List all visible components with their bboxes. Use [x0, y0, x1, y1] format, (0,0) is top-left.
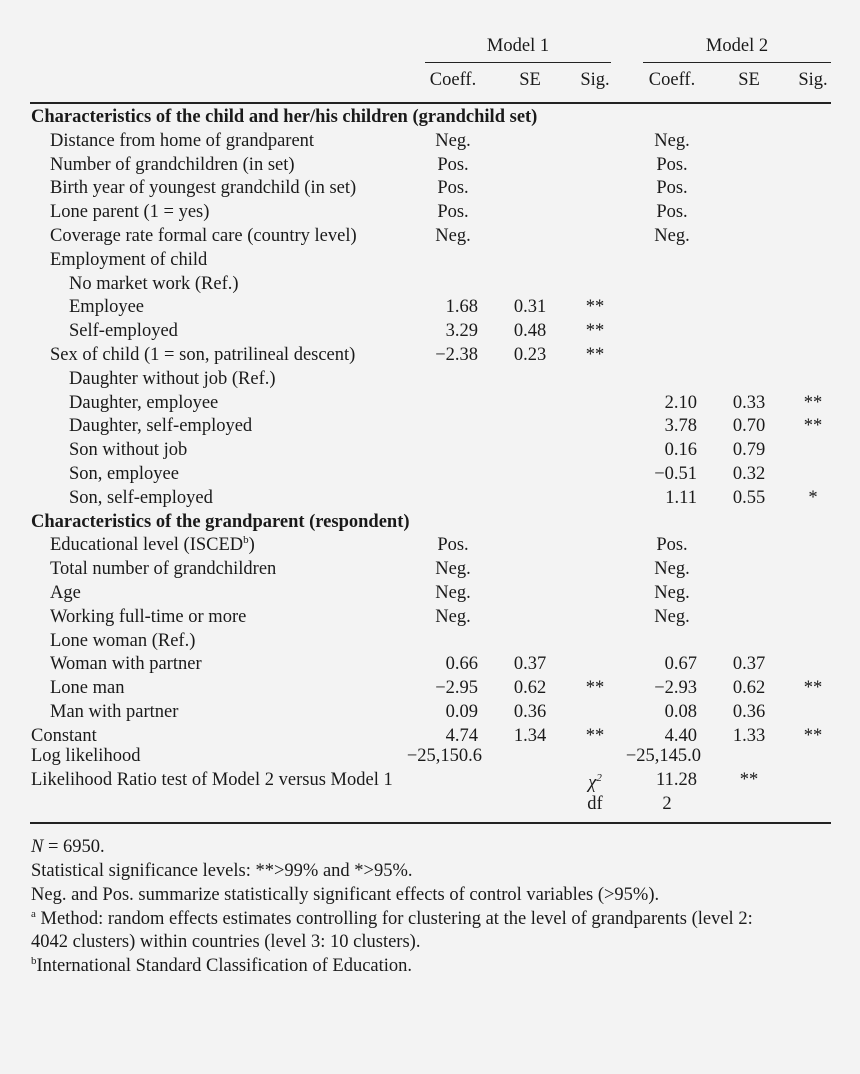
- m1-coeff-cell: Neg.: [435, 130, 471, 151]
- m1-coeff-cell: Pos.: [437, 535, 469, 556]
- m2-coeff-cell: 2.10: [664, 392, 697, 413]
- row-label: [50, 177, 356, 201]
- m2-coeff-cell: 1.11: [665, 487, 697, 508]
- log-likelihood-m1: −25,150.6: [406, 746, 482, 766]
- m1-sig-cell: **: [585, 345, 605, 365]
- table-row: [0, 225, 860, 249]
- model2-underline: [643, 62, 831, 63]
- row-label: [50, 677, 125, 701]
- m1-sig-cell: **: [585, 321, 605, 342]
- table-row: [0, 701, 860, 725]
- row-label: [69, 392, 218, 416]
- model2-header: Model 2: [705, 36, 769, 56]
- table-row: [0, 130, 860, 154]
- m2-se-cell: 0.33: [732, 392, 766, 413]
- table-row: [0, 177, 860, 201]
- row-label: [50, 534, 255, 558]
- row-label-text: Son, self-employed: [69, 487, 213, 508]
- table-row: [0, 344, 860, 368]
- model1-header: Model 1: [486, 36, 550, 56]
- m1-coeff-cell: Neg.: [435, 559, 471, 580]
- m1-coeff-cell: 0.09: [445, 702, 478, 722]
- row-label: [50, 582, 81, 606]
- chi2-letter: χ: [588, 773, 597, 793]
- table-row: [0, 463, 860, 487]
- row-label-text: Employee: [69, 297, 145, 318]
- m1-coeff-cell: 0.66: [445, 654, 478, 675]
- m2-coeff-cell: Neg.: [654, 559, 690, 580]
- row-label: [50, 558, 276, 582]
- row-label: [50, 344, 355, 368]
- row-label: [50, 606, 246, 630]
- note-b-mark: b: [31, 955, 37, 967]
- row-label: [69, 415, 252, 439]
- note-b-text: International Standard Classification of Education.: [36, 956, 413, 976]
- note-a-line1: [31, 908, 753, 932]
- m2-coeff-cell: 0.67: [664, 654, 697, 675]
- row-label-text: Distance from home of grandparent: [50, 130, 315, 151]
- row-label-text: Educational level (ISCED: [50, 535, 244, 556]
- header-rule: [30, 102, 831, 104]
- col-header-m2-se: SE: [738, 70, 760, 90]
- m1-sig-cell: **: [585, 725, 605, 746]
- row-label: [31, 106, 537, 130]
- m1-coeff-cell: Pos.: [437, 202, 469, 223]
- m1-se-cell: 0.48: [513, 321, 547, 342]
- m1-se-cell: 0.23: [513, 345, 547, 365]
- row-label-text: Age: [50, 583, 81, 603]
- row-label: [31, 511, 410, 535]
- row-label-text: Working full-time or more: [50, 606, 247, 627]
- m2-sig-cell: **: [803, 392, 823, 413]
- row-label-text: Lone parent (1 = yes): [50, 202, 210, 223]
- m2-sig-cell: *: [808, 487, 818, 508]
- row-label: [69, 368, 276, 392]
- row-label: [50, 225, 357, 249]
- row-label-text: Son without job: [69, 440, 188, 461]
- m2-coeff-cell: 0.08: [664, 702, 697, 722]
- m1-coeff-cell: −2.95: [435, 678, 478, 699]
- m2-se-cell: 0.36: [732, 702, 766, 722]
- m2-se-cell: 0.79: [732, 440, 766, 461]
- table-row: [0, 273, 860, 297]
- section-header-row: [0, 106, 860, 130]
- row-label: [50, 653, 202, 677]
- m1-coeff-cell: 4.74: [445, 725, 478, 746]
- table-row: [0, 415, 860, 439]
- table-row: [0, 296, 860, 320]
- m2-coeff-cell: Neg.: [654, 606, 690, 627]
- chi2-value: 11.28: [656, 770, 697, 790]
- table-row: [0, 582, 860, 606]
- row-label: [50, 630, 195, 654]
- m2-se-cell: 1.33: [732, 725, 766, 746]
- table-row: [0, 392, 860, 416]
- row-label-text: Characteristics of the grandparent (respondent): [31, 511, 410, 532]
- table-row: [0, 558, 860, 582]
- row-label-text: Employment of child: [50, 249, 208, 270]
- m2-sig-cell: **: [803, 678, 823, 699]
- m1-se-cell: 0.36: [513, 702, 547, 722]
- row-label-text: Daughter, employee: [69, 392, 219, 413]
- m2-coeff-cell: Neg.: [654, 130, 690, 151]
- m2-coeff-cell: Pos.: [656, 178, 688, 199]
- row-label-text: Son, employee: [69, 464, 179, 484]
- table-row: [0, 677, 860, 701]
- col-header-m1-sig: Sig.: [580, 70, 610, 90]
- m2-se-cell: 0.55: [732, 487, 766, 508]
- m1-se-cell: 0.31: [513, 297, 547, 318]
- row-label-text: Daughter without job (Ref.): [69, 368, 276, 389]
- m2-coeff-cell: Pos.: [656, 202, 688, 223]
- table-row: [0, 368, 860, 392]
- log-likelihood-m2: −25,145.0: [625, 746, 701, 766]
- row-label: [69, 439, 187, 463]
- col-header-m1-se: SE: [519, 70, 541, 90]
- log-likelihood-label: Log likelihood: [31, 746, 141, 766]
- m2-se-cell: 0.32: [732, 464, 766, 484]
- footer-rule: [30, 822, 831, 824]
- m1-se-cell: 0.62: [513, 678, 547, 699]
- m1-coeff-cell: 3.29: [445, 321, 478, 342]
- table-row: [0, 534, 860, 558]
- section-header-row: [0, 511, 860, 535]
- note-a-mark: a: [31, 908, 36, 920]
- m1-coeff-cell: Neg.: [435, 226, 471, 246]
- m2-coeff-cell: Neg.: [654, 583, 690, 603]
- table-row: [0, 249, 860, 273]
- table-row: [0, 653, 860, 677]
- m2-coeff-cell: Pos.: [656, 154, 688, 175]
- m2-coeff-cell: −2.93: [654, 678, 697, 699]
- table-row: [0, 487, 860, 511]
- row-label-text: Total number of grandchildren: [50, 559, 277, 580]
- m2-sig-cell: **: [803, 725, 823, 746]
- row-label-text: Woman with partner: [50, 654, 202, 675]
- table-row: [0, 320, 860, 344]
- row-label-text: Coverage rate formal care (country level): [50, 226, 357, 246]
- m2-coeff-cell: 4.40: [664, 725, 697, 746]
- row-label: [50, 701, 178, 725]
- row-label: [50, 249, 207, 273]
- note-n-value: = 6950.: [43, 837, 105, 857]
- col-header-m1-coeff: Coeff.: [429, 70, 477, 90]
- row-label-text: Self-employed: [69, 321, 178, 342]
- m2-coeff-cell: −0.51: [654, 464, 697, 484]
- note-a-line2: 4042 clusters) within countries (level 3: 10 clusters).: [31, 932, 421, 952]
- row-label-text: Number of grandchildren (in set): [50, 154, 295, 175]
- m2-sig-cell: **: [803, 416, 823, 437]
- m1-coeff-cell: −2.38: [435, 345, 478, 365]
- note-b: [31, 955, 412, 979]
- row-label: [69, 296, 144, 320]
- m1-se-cell: 1.34: [513, 725, 547, 746]
- m2-coeff-cell: 3.78: [664, 416, 697, 437]
- note-n: [31, 836, 105, 860]
- chi2-symbol: [575, 772, 615, 794]
- row-label: [50, 201, 209, 225]
- row-label-text: Lone man: [50, 678, 125, 699]
- row-label-text: Birth year of youngest grandchild (in set): [50, 178, 357, 199]
- note-n-symbol: N: [31, 837, 44, 857]
- m2-se-cell: 0.62: [732, 678, 766, 699]
- row-label: [69, 463, 179, 487]
- chi2-sig: **: [739, 770, 759, 790]
- lr-test-label: Likelihood Ratio test of Model 2 versus Model 1: [31, 770, 393, 790]
- m2-coeff-cell: Neg.: [654, 226, 690, 246]
- df-label: df: [587, 794, 603, 814]
- row-label: [50, 154, 295, 178]
- row-label-text: Man with partner: [50, 702, 179, 722]
- table-row: [0, 154, 860, 178]
- m1-coeff-cell: Pos.: [437, 154, 469, 175]
- note-a-text: Method: random effects estimates controlling for clustering at the level of grandparents (level 2:: [35, 909, 753, 929]
- col-header-m2-sig: Sig.: [798, 70, 828, 90]
- row-label: [50, 130, 314, 154]
- table-row: [0, 606, 860, 630]
- df-value: 2: [662, 794, 672, 814]
- table-row: [0, 201, 860, 225]
- note-neg-pos: Neg. and Pos. summarize statistically significant effects of control variables (>95%).: [31, 885, 660, 905]
- model1-underline: [425, 62, 611, 63]
- row-label: [69, 320, 178, 344]
- m2-coeff-cell: 0.16: [664, 440, 697, 461]
- col-header-m2-coeff: Coeff.: [648, 70, 696, 90]
- m1-coeff-cell: Pos.: [437, 178, 469, 199]
- row-label-footnote-mark: b: [243, 534, 249, 547]
- chi2-superscript: 2: [596, 772, 602, 784]
- row-label-text: Constant: [31, 725, 97, 746]
- m1-coeff-cell: Neg.: [435, 583, 471, 603]
- m1-sig-cell: **: [585, 678, 605, 699]
- table-row: [0, 439, 860, 463]
- m1-se-cell: 0.37: [513, 654, 547, 675]
- note-significance: Statistical significance levels: **>99% and *>95%.: [31, 861, 413, 881]
- table-row: [0, 630, 860, 654]
- row-label-text: Sex of child (1 = son, patrilineal descent): [50, 345, 356, 365]
- row-label-text: Daughter, self-employed: [69, 416, 253, 437]
- row-label-text: No market work (Ref.): [69, 273, 239, 294]
- m2-coeff-cell: Pos.: [656, 535, 688, 556]
- row-label-text: Characteristics of the child and her/his children (grandchild set): [31, 107, 538, 127]
- m1-sig-cell: **: [585, 297, 605, 318]
- m1-coeff-cell: Neg.: [435, 606, 471, 627]
- row-label-suffix: ): [248, 535, 255, 556]
- row-label: [69, 273, 239, 297]
- m1-coeff-cell: 1.68: [445, 297, 478, 318]
- row-label: [69, 487, 213, 511]
- m2-se-cell: 0.37: [732, 654, 766, 675]
- m2-se-cell: 0.70: [732, 416, 766, 437]
- row-label-text: Lone woman (Ref.): [50, 630, 196, 651]
